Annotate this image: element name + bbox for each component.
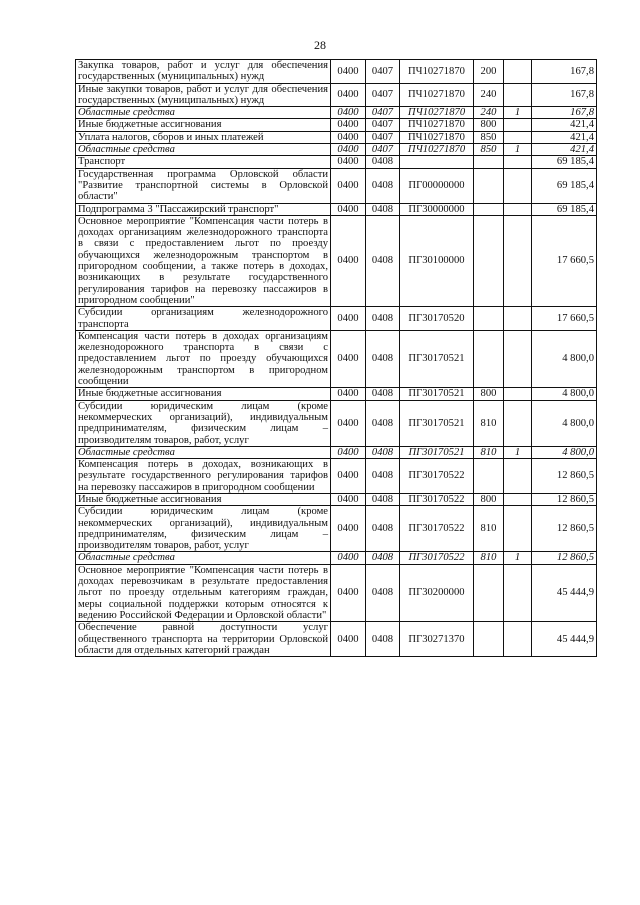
row-expense-type-cell: 810 xyxy=(474,400,504,446)
table-row xyxy=(76,400,597,446)
row-expense-type-cell xyxy=(474,330,504,387)
table-row xyxy=(76,506,597,552)
row-sum-cell: 69 185,4 xyxy=(532,168,597,203)
row-sum-cell: 421,4 xyxy=(532,131,597,143)
row-sum-cell: 45 444,9 xyxy=(532,622,597,657)
row-expense-type-cell xyxy=(474,156,504,168)
row-expense-type-cell xyxy=(474,459,504,494)
row-name-cell: Иные бюджетные ассигнования xyxy=(76,119,331,131)
table-row xyxy=(76,564,597,621)
row-sum-cell: 4 800,0 xyxy=(532,446,597,458)
row-target-code-cell: ПГ30170521 xyxy=(400,400,474,446)
table-row xyxy=(76,119,597,131)
row-subsection-cell: 0408 xyxy=(366,493,400,505)
row-name-cell: Государственная программа Орловской области "Развитие транспортной системы в Орловской области" xyxy=(76,168,331,203)
row-target-code-cell: ПЧ10271870 xyxy=(400,144,474,156)
row-source-cell xyxy=(504,168,532,203)
table-row xyxy=(76,446,597,458)
row-sum-cell: 45 444,9 xyxy=(532,564,597,621)
row-subsection-cell: 0407 xyxy=(366,107,400,119)
row-section-cell: 0400 xyxy=(331,400,366,446)
row-expense-type-cell: 240 xyxy=(474,107,504,119)
row-sum-cell: 167,8 xyxy=(532,60,597,84)
row-target-code-cell xyxy=(400,156,474,168)
budget-table xyxy=(75,59,597,657)
row-source-cell xyxy=(504,622,532,657)
row-source-cell: 1 xyxy=(504,552,532,564)
row-section-cell: 0400 xyxy=(331,119,366,131)
row-source-cell xyxy=(504,156,532,168)
row-expense-type-cell: 800 xyxy=(474,119,504,131)
row-expense-type-cell xyxy=(474,622,504,657)
table-row xyxy=(76,156,597,168)
row-expense-type-cell: 800 xyxy=(474,493,504,505)
row-target-code-cell: ПГ30170520 xyxy=(400,307,474,331)
row-section-cell: 0400 xyxy=(331,131,366,143)
table-row xyxy=(76,107,597,119)
row-subsection-cell: 0408 xyxy=(366,552,400,564)
table-row xyxy=(76,83,597,107)
row-source-cell xyxy=(504,83,532,107)
row-sum-cell: 69 185,4 xyxy=(532,156,597,168)
table-row xyxy=(76,203,597,215)
row-section-cell: 0400 xyxy=(331,156,366,168)
row-source-cell xyxy=(504,564,532,621)
row-name-cell: Компенсация части потерь в доходах организациям железнодорожного транспорта в связи с предоставлением льгот по проезду обучающихся железнодорожным транспортом в пригородном сообщении xyxy=(76,330,331,387)
row-expense-type-cell: 240 xyxy=(474,83,504,107)
table-row xyxy=(76,144,597,156)
row-subsection-cell: 0408 xyxy=(366,156,400,168)
table-row xyxy=(76,459,597,494)
row-subsection-cell: 0408 xyxy=(366,622,400,657)
row-subsection-cell: 0407 xyxy=(366,60,400,84)
row-subsection-cell: 0408 xyxy=(366,307,400,331)
row-subsection-cell: 0408 xyxy=(366,446,400,458)
row-section-cell: 0400 xyxy=(331,446,366,458)
row-source-cell: 1 xyxy=(504,446,532,458)
row-subsection-cell: 0407 xyxy=(366,131,400,143)
row-target-code-cell: ПГ30100000 xyxy=(400,215,474,306)
row-subsection-cell: 0407 xyxy=(366,119,400,131)
row-source-cell xyxy=(504,330,532,387)
page-number: 28 xyxy=(314,38,326,52)
row-subsection-cell: 0408 xyxy=(366,168,400,203)
row-subsection-cell: 0407 xyxy=(366,144,400,156)
row-source-cell xyxy=(504,203,532,215)
row-section-cell: 0400 xyxy=(331,564,366,621)
row-target-code-cell: ПГ30170521 xyxy=(400,388,474,400)
row-section-cell: 0400 xyxy=(331,330,366,387)
row-expense-type-cell: 810 xyxy=(474,446,504,458)
row-subsection-cell: 0408 xyxy=(366,506,400,552)
row-sum-cell: 4 800,0 xyxy=(532,400,597,446)
row-expense-type-cell xyxy=(474,168,504,203)
row-target-code-cell: ПГ30200000 xyxy=(400,564,474,621)
table-row xyxy=(76,388,597,400)
row-section-cell: 0400 xyxy=(331,552,366,564)
row-subsection-cell: 0408 xyxy=(366,330,400,387)
row-expense-type-cell: 810 xyxy=(474,552,504,564)
row-section-cell: 0400 xyxy=(331,493,366,505)
row-source-cell xyxy=(504,215,532,306)
row-section-cell: 0400 xyxy=(331,506,366,552)
row-source-cell xyxy=(504,307,532,331)
row-subsection-cell: 0408 xyxy=(366,459,400,494)
row-expense-type-cell xyxy=(474,564,504,621)
row-subsection-cell: 0408 xyxy=(366,400,400,446)
row-target-code-cell: ПГ30170522 xyxy=(400,493,474,505)
row-sum-cell: 4 800,0 xyxy=(532,388,597,400)
row-sum-cell: 12 860,5 xyxy=(532,506,597,552)
row-section-cell: 0400 xyxy=(331,307,366,331)
row-source-cell xyxy=(504,400,532,446)
row-sum-cell: 167,8 xyxy=(532,107,597,119)
row-name-cell: Субсидии юридическим лицам (кроме некоммерческих организаций), индивидуальным предпринимателям, физическим лицам – производителям товаров, работ, услуг xyxy=(76,400,331,446)
row-section-cell: 0400 xyxy=(331,203,366,215)
row-sum-cell: 167,8 xyxy=(532,83,597,107)
table-row xyxy=(76,552,597,564)
row-expense-type-cell: 800 xyxy=(474,388,504,400)
row-source-cell xyxy=(504,506,532,552)
row-name-cell: Уплата налогов, сборов и иных платежей xyxy=(76,131,331,143)
row-source-cell xyxy=(504,60,532,84)
row-name-cell: Иные бюджетные ассигнования xyxy=(76,388,331,400)
row-target-code-cell: ПГ30170522 xyxy=(400,506,474,552)
row-section-cell: 0400 xyxy=(331,83,366,107)
table-row xyxy=(76,307,597,331)
row-subsection-cell: 0408 xyxy=(366,388,400,400)
row-expense-type-cell: 850 xyxy=(474,144,504,156)
row-target-code-cell: ПГ30170521 xyxy=(400,330,474,387)
row-sum-cell: 69 185,4 xyxy=(532,203,597,215)
row-target-code-cell: ПГ30170522 xyxy=(400,459,474,494)
row-name-cell: Основное мероприятие "Компенсация части потерь в доходах перевозчикам в результате предоставления льгот по проезду отдельным категориям граждан, меры социальной поддержки которым относятся к ведению Российской Федерации и Орловской области" xyxy=(76,564,331,621)
row-expense-type-cell xyxy=(474,215,504,306)
row-section-cell: 0400 xyxy=(331,388,366,400)
table-row xyxy=(76,622,597,657)
row-name-cell: Закупка товаров, работ и услуг для обеспечения государственных (муниципальных) нужд xyxy=(76,60,331,84)
row-name-cell: Областные средства xyxy=(76,144,331,156)
table-row xyxy=(76,330,597,387)
row-name-cell: Компенсация потерь в доходах, возникающих в результате государственного регулирования тарифов на перевозку пассажиров в пригородном сообщении xyxy=(76,459,331,494)
row-name-cell: Иные бюджетные ассигнования xyxy=(76,493,331,505)
row-sum-cell: 17 660,5 xyxy=(532,307,597,331)
row-subsection-cell: 0408 xyxy=(366,564,400,621)
row-expense-type-cell: 810 xyxy=(474,506,504,552)
row-target-code-cell: ПГ00000000 xyxy=(400,168,474,203)
row-subsection-cell: 0407 xyxy=(366,83,400,107)
row-source-cell xyxy=(504,119,532,131)
row-expense-type-cell: 850 xyxy=(474,131,504,143)
row-target-code-cell: ПГ30170521 xyxy=(400,446,474,458)
row-target-code-cell: ПЧ10271870 xyxy=(400,107,474,119)
row-sum-cell: 12 860,5 xyxy=(532,459,597,494)
row-section-cell: 0400 xyxy=(331,144,366,156)
table-row xyxy=(76,215,597,306)
row-subsection-cell: 0408 xyxy=(366,203,400,215)
row-section-cell: 0400 xyxy=(331,107,366,119)
row-target-code-cell: ПЧ10271870 xyxy=(400,60,474,84)
row-sum-cell: 4 800,0 xyxy=(532,330,597,387)
row-sum-cell: 12 860,5 xyxy=(532,493,597,505)
row-name-cell: Областные средства xyxy=(76,552,331,564)
row-target-code-cell: ПГ30170522 xyxy=(400,552,474,564)
table-row xyxy=(76,168,597,203)
row-name-cell: Основное мероприятие "Компенсация части потерь в доходах организациям железнодорожного транспорта в связи с предоставлением льгот по проезду обучающихся железнодорожным транспортом в пригородном сообщении, а также потерь в доходах, возникающих в результате государственного регулирования тарифов на перевозку пассажиров в пригородном сообщении" xyxy=(76,215,331,306)
row-name-cell: Иные закупки товаров, работ и услуг для обеспечения государственных (муниципальных) нужд xyxy=(76,83,331,107)
table-row xyxy=(76,493,597,505)
row-section-cell: 0400 xyxy=(331,60,366,84)
row-name-cell: Областные средства xyxy=(76,107,331,119)
budget-table-body xyxy=(76,60,597,657)
table-row xyxy=(76,60,597,84)
row-source-cell xyxy=(504,459,532,494)
row-source-cell: 1 xyxy=(504,107,532,119)
row-source-cell xyxy=(504,131,532,143)
row-target-code-cell: ПЧ10271870 xyxy=(400,131,474,143)
row-sum-cell: 421,4 xyxy=(532,119,597,131)
row-expense-type-cell: 200 xyxy=(474,60,504,84)
row-source-cell xyxy=(504,388,532,400)
row-source-cell: 1 xyxy=(504,144,532,156)
row-expense-type-cell xyxy=(474,307,504,331)
row-name-cell: Областные средства xyxy=(76,446,331,458)
row-sum-cell: 421,4 xyxy=(532,144,597,156)
row-section-cell: 0400 xyxy=(331,215,366,306)
row-name-cell: Обеспечение равной доступности услуг общественного транспорта на территории Орловской области для отдельных категорий граждан xyxy=(76,622,331,657)
row-name-cell: Субсидии организациям железнодорожного транспорта xyxy=(76,307,331,331)
table-row xyxy=(76,131,597,143)
row-target-code-cell: ПГ30000000 xyxy=(400,203,474,215)
row-name-cell: Субсидии юридическим лицам (кроме некоммерческих организаций), индивидуальным предпринимателям, физическим лицам – производителям товаров, работ, услуг xyxy=(76,506,331,552)
row-sum-cell: 17 660,5 xyxy=(532,215,597,306)
row-section-cell: 0400 xyxy=(331,168,366,203)
row-target-code-cell: ПЧ10271870 xyxy=(400,119,474,131)
row-section-cell: 0400 xyxy=(331,622,366,657)
row-name-cell: Подпрограмма 3 "Пассажирский транспорт" xyxy=(76,203,331,215)
row-expense-type-cell xyxy=(474,203,504,215)
row-subsection-cell: 0408 xyxy=(366,215,400,306)
row-name-cell: Транспорт xyxy=(76,156,331,168)
row-section-cell: 0400 xyxy=(331,459,366,494)
row-source-cell xyxy=(504,493,532,505)
row-target-code-cell: ПЧ10271870 xyxy=(400,83,474,107)
row-target-code-cell: ПГ30271370 xyxy=(400,622,474,657)
row-sum-cell: 12 860,5 xyxy=(532,552,597,564)
